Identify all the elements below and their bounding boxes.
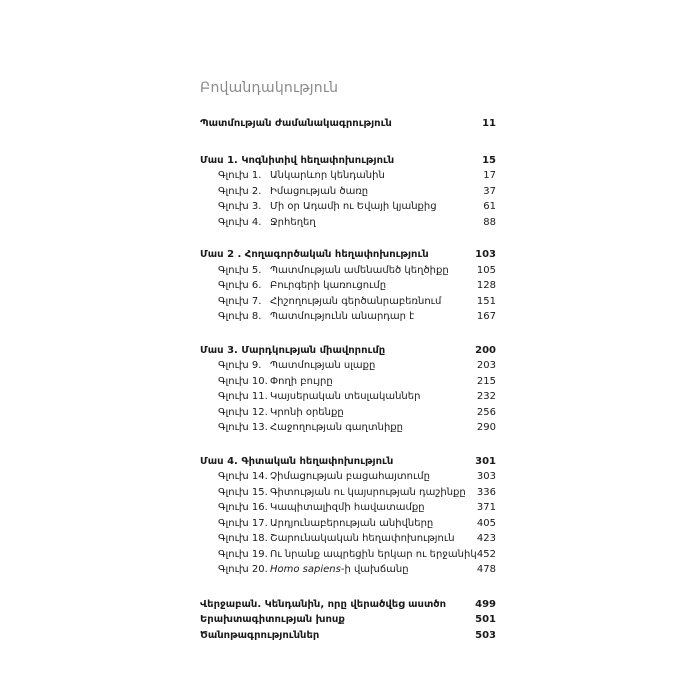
toc-chapter-14[interactable] [200,469,496,485]
part-page: 200 [475,344,496,356]
chapter-title: Մի օր Ադամի ու Եվայի կյանքից [270,201,437,212]
toc-chapter-1[interactable] [200,168,496,184]
chapter-page: 17 [483,170,496,181]
chapter-page: 371 [476,502,496,513]
entry-page: 499 [475,598,496,610]
chapter-page: 203 [476,360,496,371]
toc-chapter-16[interactable] [200,500,496,516]
chapter-title: Շարունակական հեղափոխություն [270,533,455,544]
chapter-page: 105 [476,264,496,276]
entry-page: 501 [475,614,496,625]
toc-chapter-9[interactable] [200,358,496,374]
chapter-label: Գլուխ 11. [218,391,268,402]
chapter-page: 452 [476,548,496,560]
part-page: 103 [475,249,496,260]
entry-title: Վերջաբան. Կենդանին, որը վերածվեց աստծո [200,598,447,610]
chapter-label: Գլուխ 12. [218,406,268,418]
chapter-label: Գլուխ 3. [218,201,262,212]
chapter-page: 256 [476,406,496,418]
chapter-label: Գլուխ 10. [218,375,268,387]
chapter-page: 167 [476,311,496,322]
chapter-title: Պատմությունն անարդար է [270,311,415,322]
toc-chapter-8[interactable] [200,309,496,325]
toc-chapter-18[interactable] [200,531,496,547]
entry-title: Պատմության ժամանակագրություն [200,118,392,129]
part-title: Մաս 4. Գիտական հեղափոխություն [200,455,394,467]
toc-chapter-19[interactable] [200,547,496,563]
chapter-page: 423 [476,533,496,544]
chapter-title: Կապիտալիզմի հավատամքը [270,502,425,513]
toc-chapter-13[interactable] [200,420,496,436]
chapter-label: Գլուխ 2. [218,185,262,197]
toc-chapter-5[interactable] [200,263,496,279]
chapter-title: Արդյունաբերության անիվները [270,517,434,529]
toc-chapter-3[interactable] [200,199,496,215]
toc-part-3[interactable] [200,343,496,359]
chapter-label: Գլուխ 20. [218,564,268,575]
part-page: 301 [475,455,496,467]
toc-chapter-6[interactable] [200,278,496,294]
toc-heading: Բովանդակություն [200,80,339,96]
toc-entry-notes[interactable] [200,628,496,644]
chapter-title: Պատմության սլաքը [270,360,376,371]
chapter-label: Գլուխ 14. [218,471,268,482]
toc-part-1[interactable] [200,153,496,169]
toc-chapter-7[interactable] [200,294,496,310]
chapter-title: Ու նրանք ապրեցին երկար ու երջանիկ [270,548,477,560]
chapter-title-italic: Homo sapiens [270,564,341,575]
chapter-title: Չիմացության բացահայտումը [270,471,430,482]
chapter-page: 151 [476,295,496,307]
chapter-label: Գլուխ 7. [218,295,262,307]
chapter-page: 61 [483,201,496,212]
toc-chapter-2[interactable] [200,184,496,200]
chapter-page: 215 [476,375,496,387]
chapter-label: Գլուխ 15. [218,486,268,498]
chapter-title [270,562,409,578]
toc-chapter-12[interactable] [200,405,496,421]
chapter-page: 303 [476,471,496,482]
chapter-label: Գլուխ 17. [218,517,268,529]
chapter-title: Հաջողության գաղտնիքը [270,422,403,433]
chapter-label: Գլուխ 18. [218,533,268,544]
chapter-title: Պատմության ամենամեծ կեղծիքը [270,264,449,276]
chapter-page: 478 [476,564,496,575]
chapter-page: 290 [476,422,496,433]
entry-page: 11 [482,118,496,129]
toc-chapter-4[interactable] [200,215,496,231]
chapter-label: Գլուխ 6. [218,280,262,291]
chapter-title-rest: -ի վախճանը [340,564,409,575]
chapter-title: Բուրգերի կառուցումը [270,280,387,291]
chapter-title: Իմացության ծառը [270,185,369,197]
toc-chapter-11[interactable] [200,389,496,405]
chapter-label: Գլուխ 13. [218,422,268,433]
chapter-label: Գլուխ 9. [218,360,262,371]
toc-chapter-20[interactable] [200,562,496,578]
toc-part-4[interactable] [200,454,496,470]
chapter-page: 37 [483,185,496,197]
chapter-title: Անկարևոր կենդանին [270,170,385,181]
chapter-label: Գլուխ 1. [218,170,262,181]
chapter-title: Ջրհեղեղ [270,216,316,228]
chapter-page: 128 [476,280,496,291]
entry-title: Երախտագիտության խոսք [200,614,345,625]
chapter-title: Փողի բույրը [270,375,333,387]
chapter-page: 232 [476,391,496,402]
toc-chapter-15[interactable] [200,485,496,501]
chapter-label: Գլուխ 16. [218,502,268,513]
toc-chapter-17[interactable] [200,516,496,532]
chapter-page: 88 [483,216,496,228]
chapter-page: 336 [476,486,496,498]
chapter-page: 405 [476,517,496,529]
chapter-label: Գլուխ 4. [218,216,262,228]
table-of-contents [200,78,496,643]
part-title: Մաս 3. Մարդկության միավորումը [200,344,386,356]
chapter-title: Կրոնի օրենքը [270,406,344,418]
chapter-label: Գլուխ 5. [218,264,262,276]
part-page: 15 [482,154,496,166]
chapter-title: Հիշողության գերծանրաբեռնում [270,295,442,307]
part-title: Մաս 1. Կոգնիտիվ հեղափոխություն [200,154,395,166]
toc-entry-epilogue[interactable] [200,597,496,613]
toc-entry-chronology[interactable] [200,116,496,132]
chapter-label: Գլուխ 8. [218,311,262,322]
chapter-title: Գիտության ու կայսրության դաշինքը [270,486,466,498]
toc-chapter-10[interactable] [200,374,496,390]
part-title: Մաս 2 . Հողագործական հեղափոխություն [200,249,429,260]
toc-part-2[interactable] [200,247,496,263]
chapter-title: Կայսերական տեսլականներ [270,391,421,402]
toc-entry-acknowledgements[interactable] [200,612,496,628]
chapter-label: Գլուխ 19. [218,548,268,560]
entry-page: 503 [475,629,496,641]
entry-title: Ծանոթագրություններ [200,629,320,641]
